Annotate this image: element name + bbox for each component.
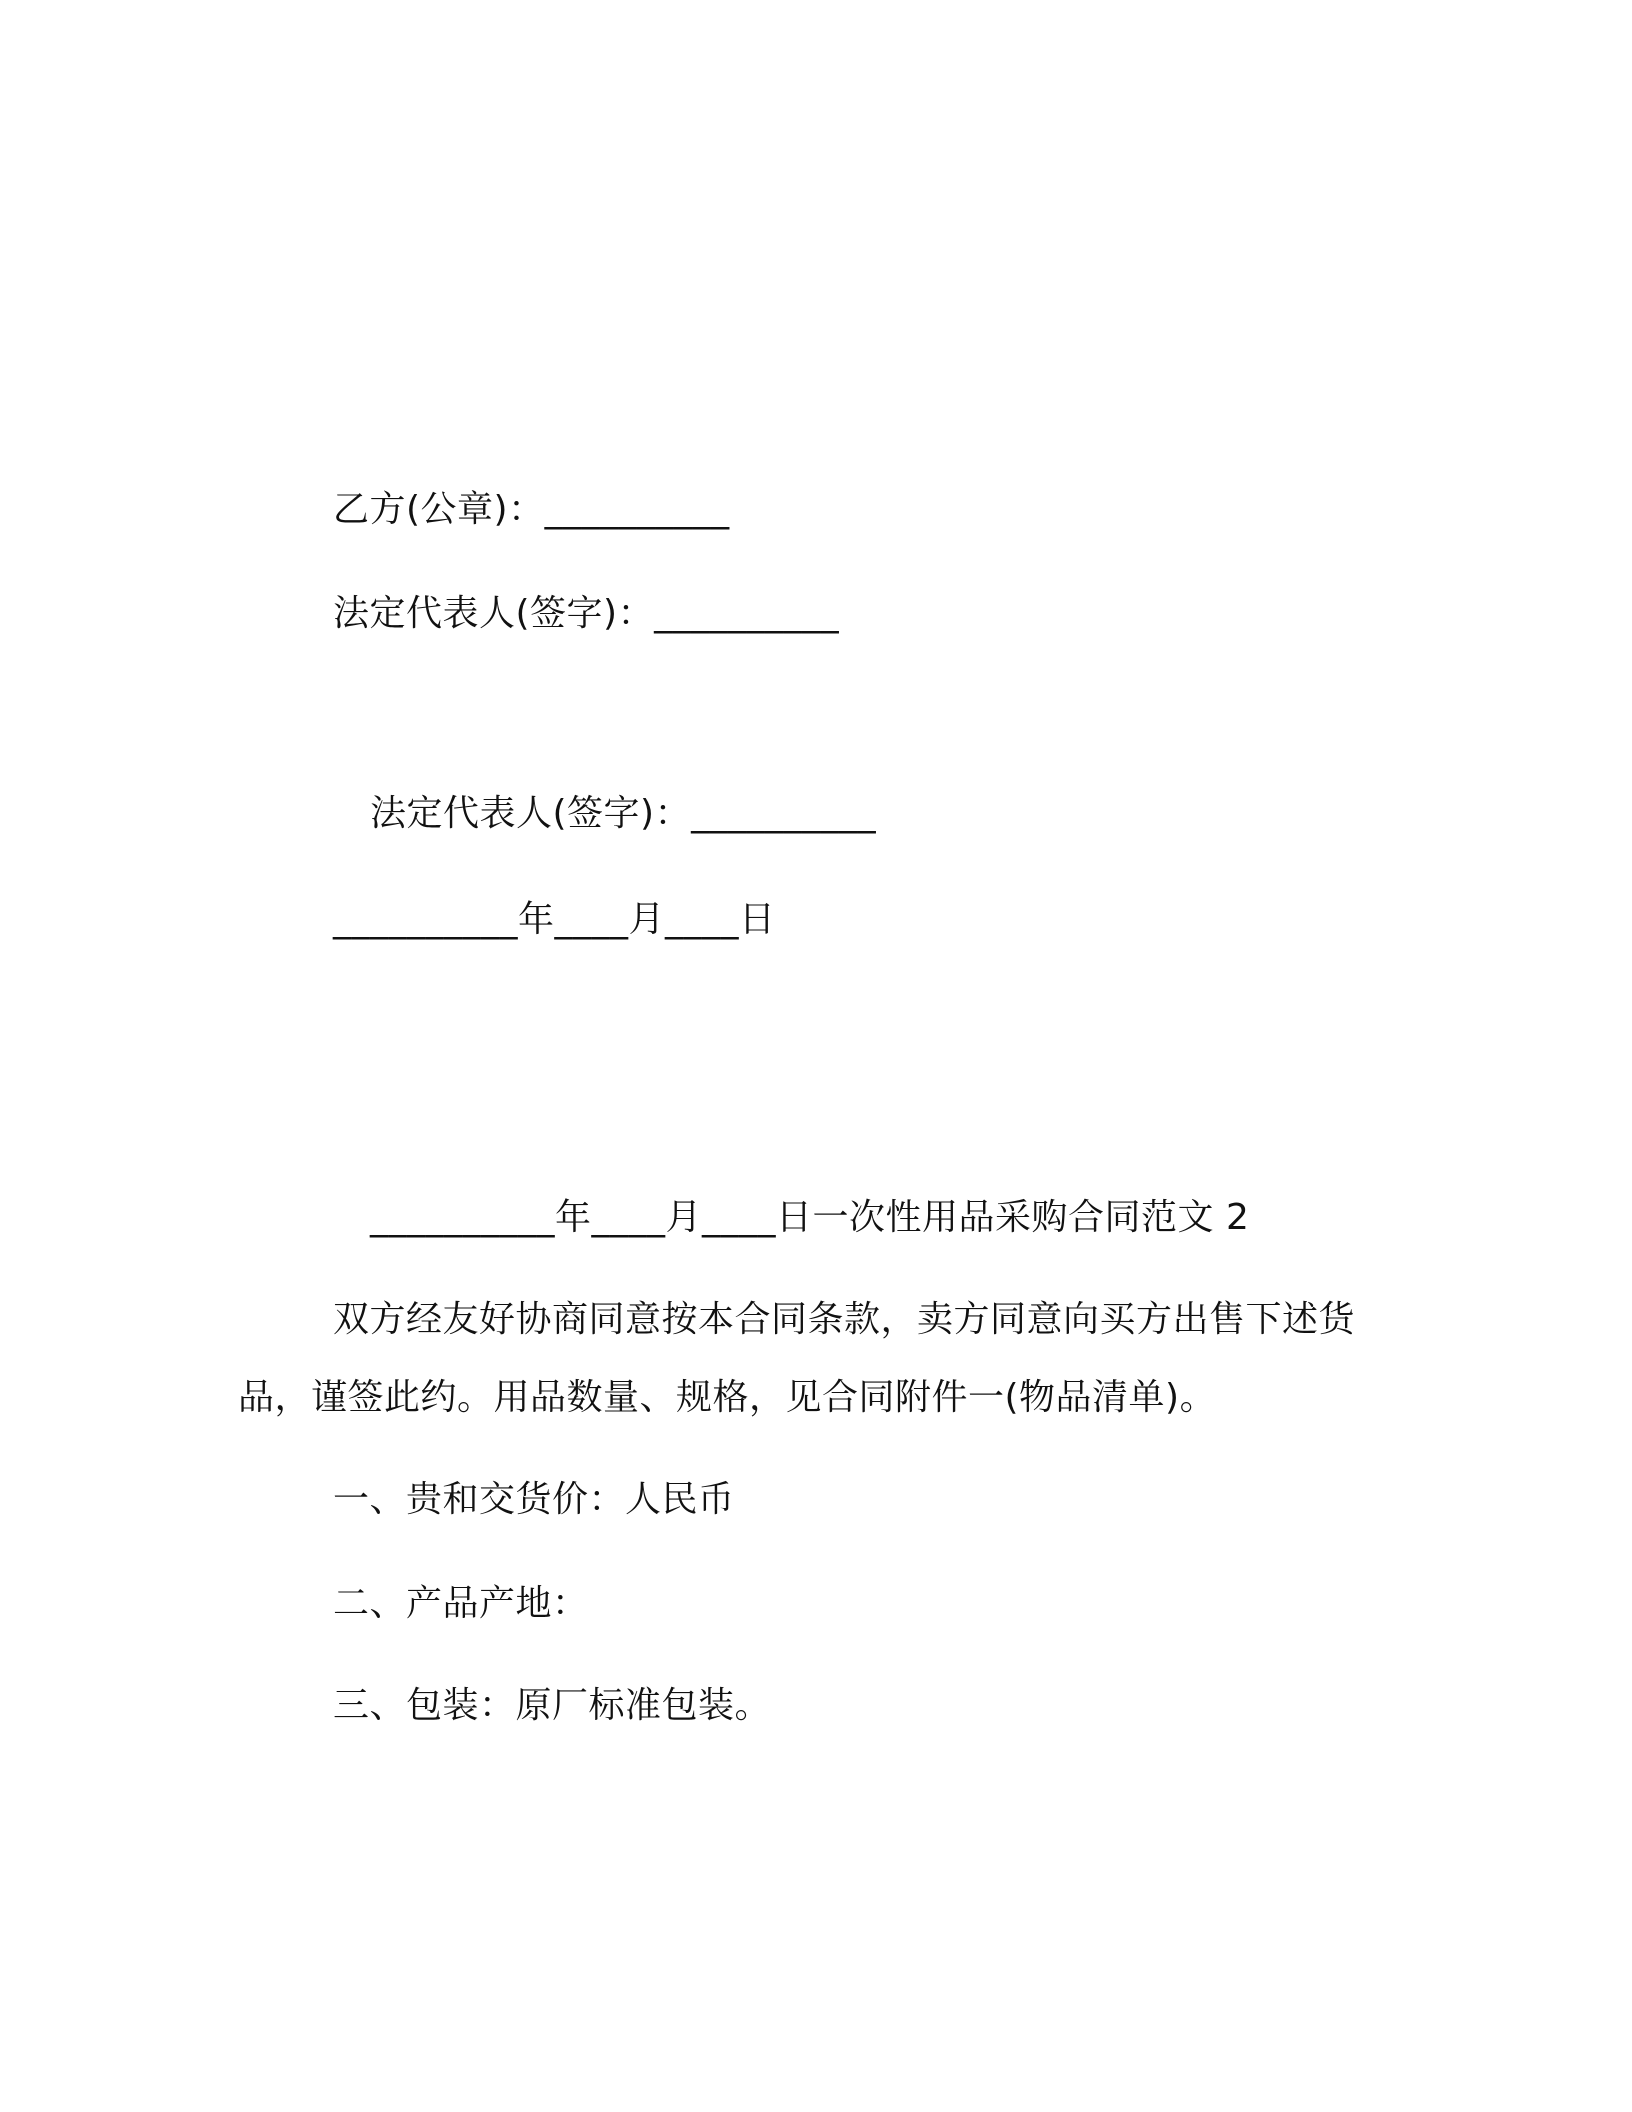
- clause-price: 一、贵和交货价：人民币: [333, 1479, 735, 1520]
- legal-representative-line: 法定代表人(签字)：__________: [333, 593, 840, 634]
- intro-paragraph-line-2: 品，谨签此约。用品数量、规格，见合同附件一(物品清单)。: [238, 1377, 1217, 1418]
- signature-date-line: __________年____月____日: [333, 899, 776, 940]
- contract-title: __________年____月____日一次性用品采购合同范文 2: [370, 1197, 1250, 1238]
- legal-representative-line-2: 法定代表人(签字)：__________: [370, 793, 877, 834]
- clause-origin: 二、产品产地：: [333, 1583, 589, 1624]
- intro-paragraph-line-1: 双方经友好协商同意按本合同条款，卖方同意向买方出售下述货: [333, 1299, 1356, 1340]
- party-b-seal-line: 乙方(公章)：__________: [333, 489, 730, 530]
- clause-packaging: 三、包装：原厂标准包装。: [333, 1685, 772, 1726]
